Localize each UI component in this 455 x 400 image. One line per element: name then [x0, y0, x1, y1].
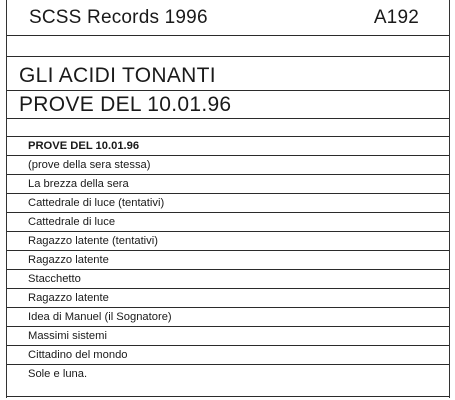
bottom-border	[7, 396, 449, 397]
divider-line	[7, 35, 449, 36]
list-item: Ragazzo latente (tentativi)	[7, 232, 449, 251]
list-item: Ragazzo latente	[7, 289, 449, 308]
list-item: (prove della sera stessa)	[7, 156, 449, 175]
list-item: Cittadino del mondo	[7, 346, 449, 365]
divider-line	[7, 56, 449, 57]
list-item: Cattedrale di luce (tentativi)	[7, 194, 449, 213]
label-name: SCSS Records 1996	[29, 7, 208, 28]
header-row	[29, 7, 419, 31]
cassette-insert-card	[6, 0, 450, 398]
list-item: Idea di Manuel (il Sognatore)	[7, 308, 449, 327]
catalog-code: A192	[373, 7, 419, 28]
list-item: Cattedrale di luce	[7, 213, 449, 232]
artist-name: GLI ACIDI TONANTI	[19, 64, 216, 87]
divider-line	[7, 118, 449, 119]
list-item: Massimi sistemi	[7, 327, 449, 346]
list-item: La brezza della sera	[7, 175, 449, 194]
list-item: PROVE DEL 10.01.96	[7, 137, 449, 156]
divider-line	[7, 90, 449, 91]
list-item: Ragazzo latente	[7, 251, 449, 270]
list-item: Stacchetto	[7, 270, 449, 289]
list-item: Sole e luna.	[28, 368, 88, 380]
recording-title: PROVE DEL 10.01.96	[19, 93, 232, 116]
track-list	[7, 137, 449, 384]
